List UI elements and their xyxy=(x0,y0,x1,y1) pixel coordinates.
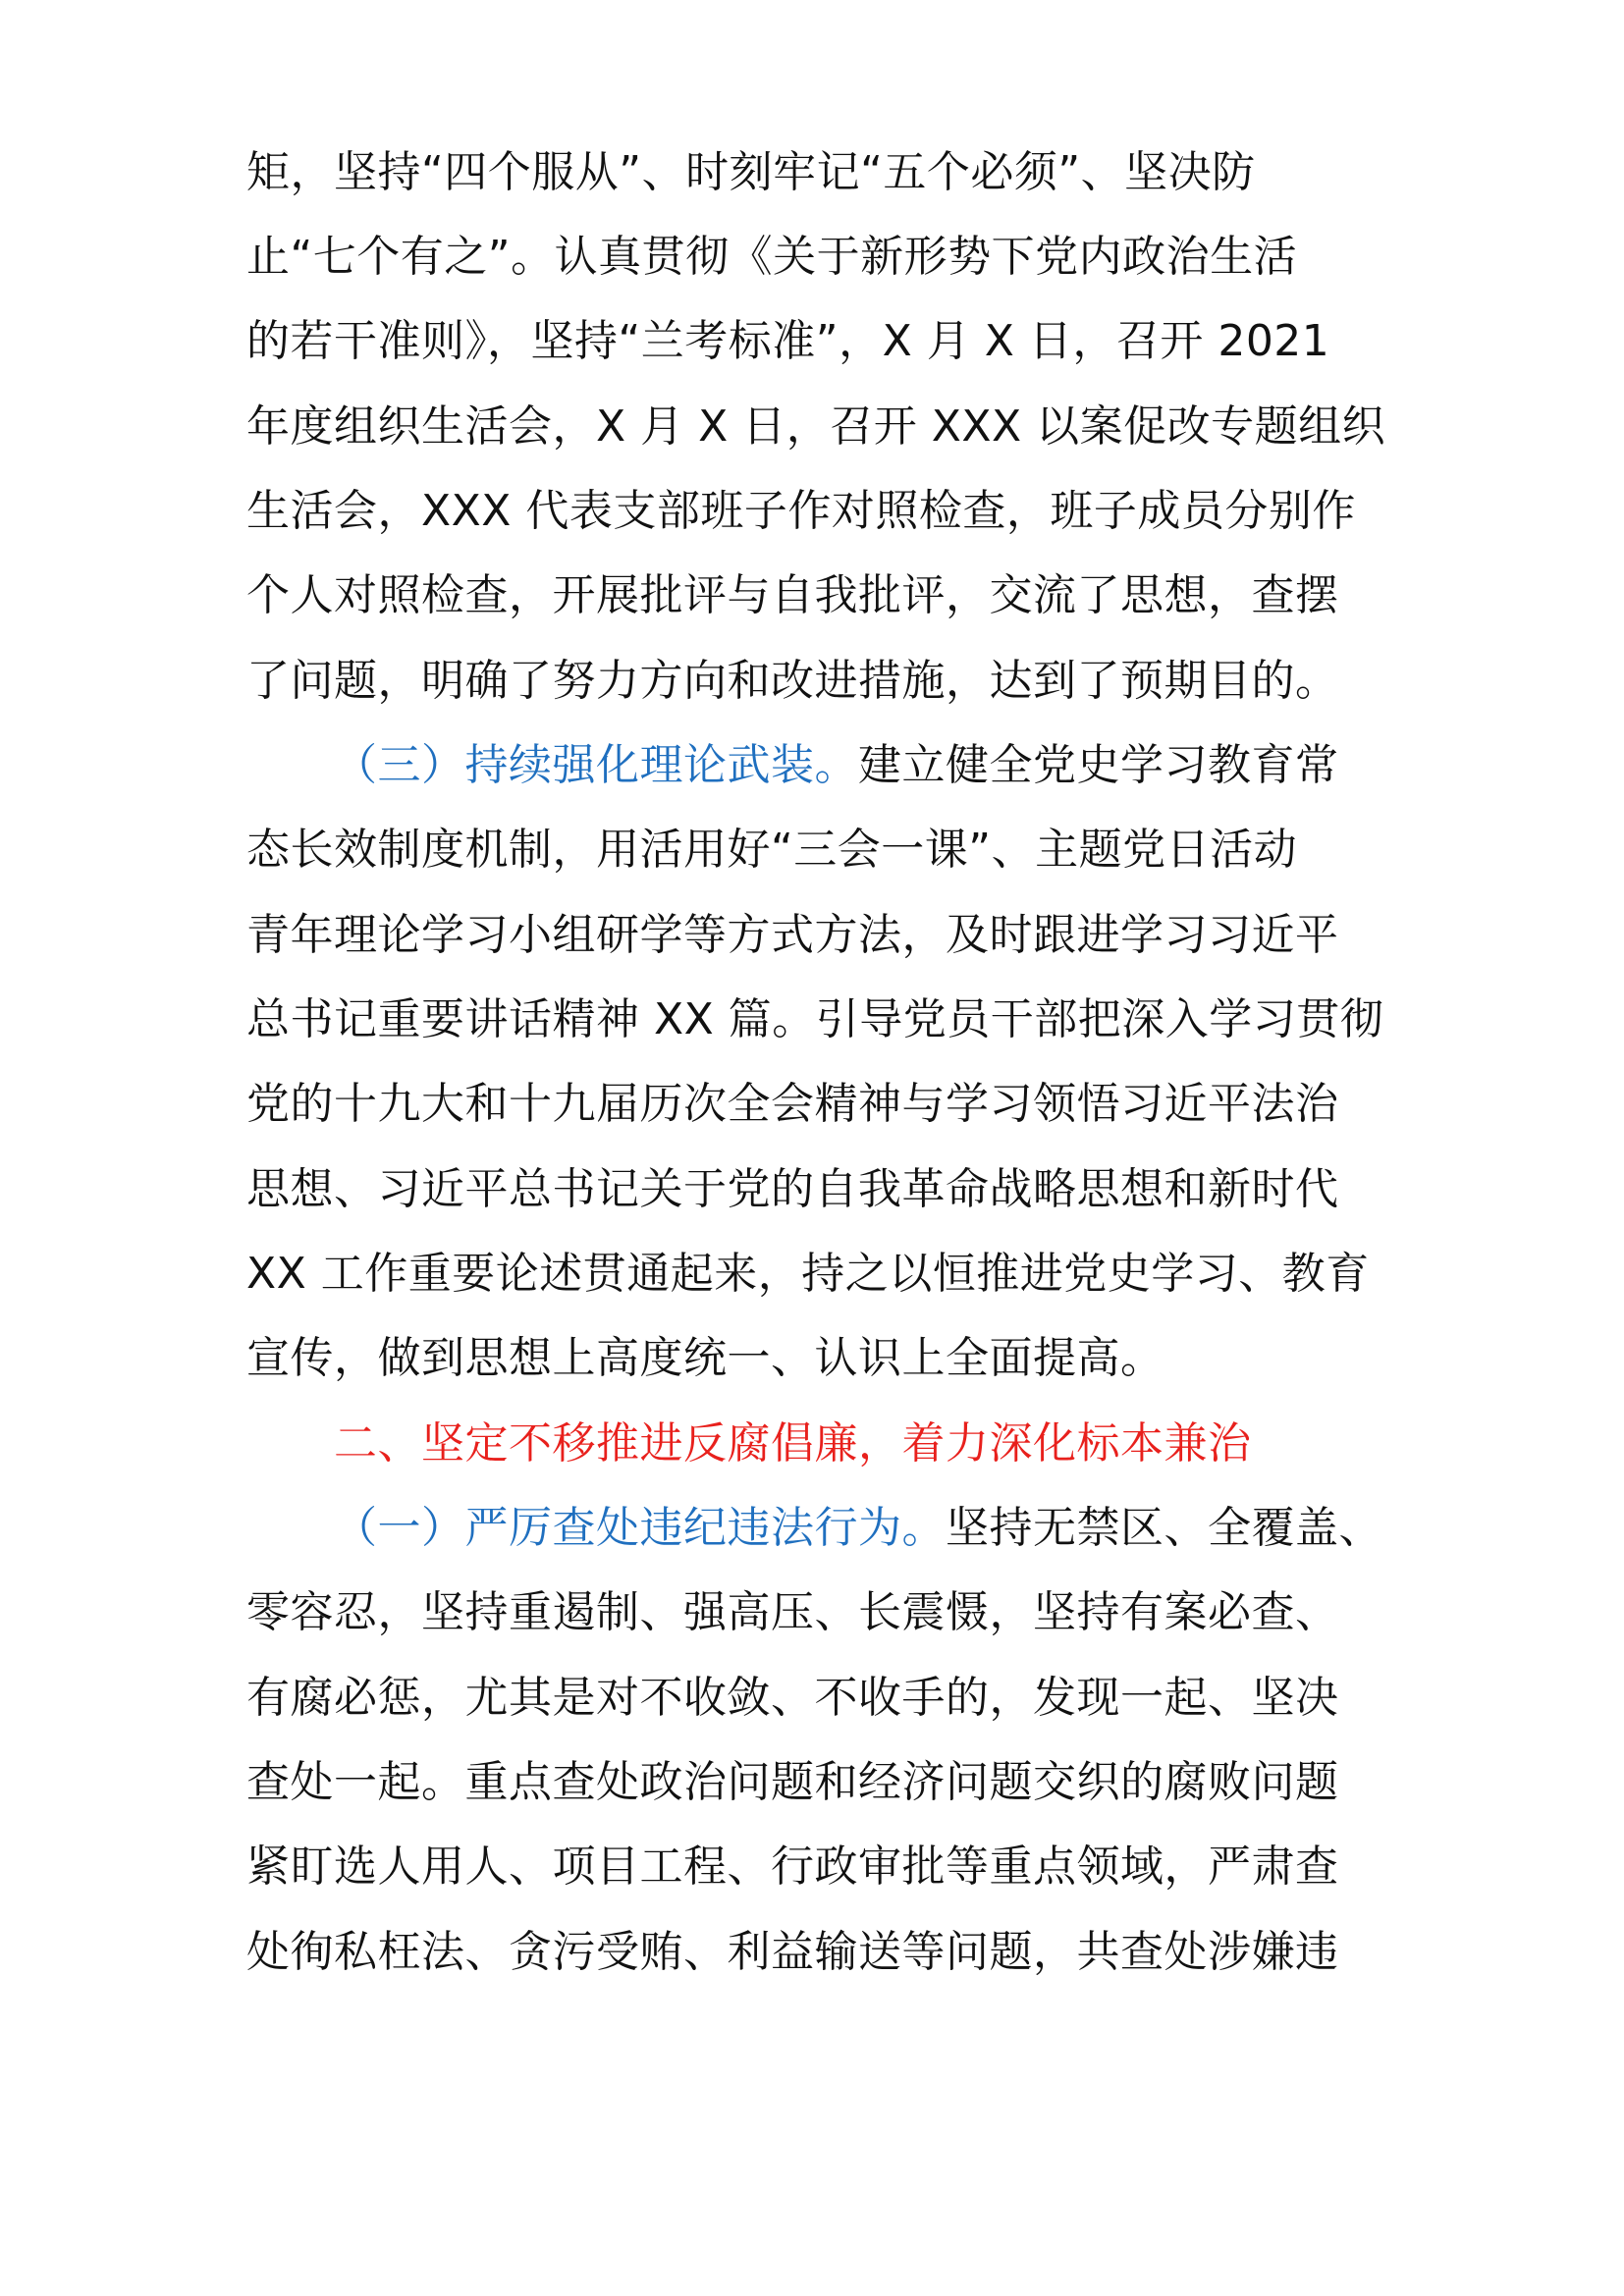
paragraph-first-line xyxy=(334,1489,1382,1568)
body-line: 青年理论学习小组研学等方式方法，及时跟进学习习近平 xyxy=(246,910,1339,960)
paragraph-first-line xyxy=(334,726,1339,805)
body-line: 年度组织生活会，X 月 X 日，召开 XXX 以案促改专题组织 xyxy=(246,401,1386,452)
body-line: 零容忍，坚持重遏制、强高压、长震慑，坚持有案必查、 xyxy=(246,1587,1339,1637)
body-line: 的若干准则》，坚持“兰考标准”，X 月 X 日，召开 2021 xyxy=(246,316,1330,366)
body-line: 处徇私枉法、贪污受贿、利益输送等问题，共查处涉嫌违 xyxy=(246,1927,1339,1977)
part-heading: 二、坚定不移推进反腐倡廉，着力深化标本兼治 xyxy=(334,1418,1252,1468)
body-line: 个人对照检查，开展批评与自我批评，交流了思想，查摆 xyxy=(246,570,1339,620)
section-subheading: （一）严厉查处违纪违法行为。 xyxy=(334,1503,946,1553)
body-line: 生活会，XXX 代表支部班子作对照检查，班子成员分别作 xyxy=(246,486,1356,536)
body-text: 建立健全党史学习教育常 xyxy=(858,740,1339,790)
body-line: 宣传，做到思想上高度统一、认识上全面提高。 xyxy=(246,1333,1164,1383)
body-line: 了问题，明确了努力方向和改进措施，达到了预期目的。 xyxy=(246,656,1339,706)
body-line: XX 工作重要论述贯通起来，持之以恒推进党史学习、教育 xyxy=(246,1249,1370,1299)
body-line: 止“七个有之”。认真贯彻《关于新形势下党内政治生活 xyxy=(246,232,1298,282)
body-line: 党的十九大和十九届历次全会精神与学习领悟习近平法治 xyxy=(246,1079,1339,1129)
section-subheading: （三）持续强化理论武装。 xyxy=(334,740,858,790)
body-line: 总书记重要讲话精神 XX 篇。引导党员干部把深入学习贯彻 xyxy=(246,994,1384,1044)
body-line: 查处一起。重点查处政治问题和经济问题交织的腐败问题 xyxy=(246,1757,1339,1807)
body-line: 有腐必惩，尤其是对不收敛、不收手的，发现一起、坚决 xyxy=(246,1673,1339,1723)
body-line: 态长效制度机制，用活用好“三会一课”、主题党日活动 xyxy=(246,825,1298,875)
body-line: 矩，坚持“四个服从”、时刻牢记“五个必须”、坚决防 xyxy=(246,147,1256,197)
body-line: 紧盯选人用人、项目工程、行政审批等重点领域，严肃查 xyxy=(246,1842,1339,1892)
body-text: 坚持无禁区、全覆盖、 xyxy=(946,1503,1382,1553)
body-line: 思想、习近平总书记关于党的自我革命战略思想和新时代 xyxy=(246,1164,1339,1214)
